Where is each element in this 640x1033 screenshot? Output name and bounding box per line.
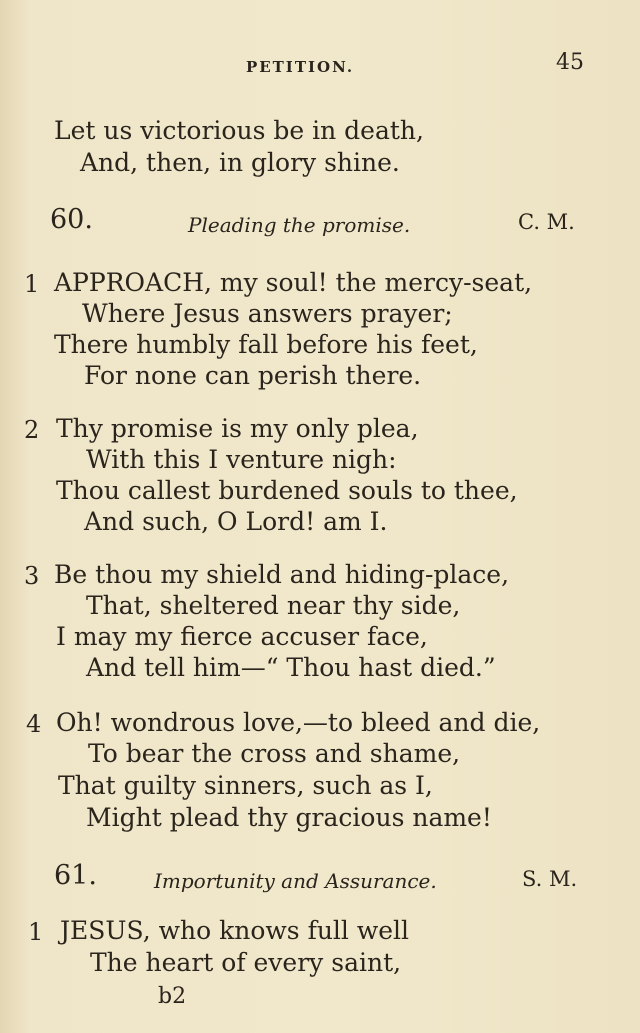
verse-line: Thy promise is my only plea, bbox=[56, 414, 419, 443]
hymn-title: Importunity and Assurance. bbox=[154, 869, 437, 893]
stanza-number: 3 bbox=[24, 562, 40, 590]
verse-line: For none can perish there. bbox=[84, 361, 422, 390]
verse-line: APPROACH, my soul! the mercy-seat, bbox=[54, 268, 533, 297]
stanza-number: 2 bbox=[24, 416, 40, 444]
verse-line: JESUS, who knows full well bbox=[60, 916, 410, 945]
stanza-number: 1 bbox=[24, 270, 40, 298]
verse-line: Thou callest burdened souls to thee, bbox=[56, 476, 518, 505]
stanza-number: 1 bbox=[28, 918, 44, 946]
verse-line: That, sheltered near thy side, bbox=[86, 591, 461, 620]
verse-line: To bear the cross and shame, bbox=[88, 739, 461, 768]
verse-line: And such, O Lord! am I. bbox=[84, 507, 388, 536]
verse-line: With this I venture nigh: bbox=[86, 445, 397, 474]
verse-line: Oh! wondrous love,—to bleed and die, bbox=[56, 708, 541, 737]
hymn-title: Pleading the promise. bbox=[188, 213, 411, 237]
verse-line: Let us victorious be in death, bbox=[54, 116, 424, 145]
verse-line: Where Jesus answers prayer; bbox=[82, 299, 453, 328]
verse-line: There humbly fall before his feet, bbox=[54, 330, 478, 359]
verse-line: And, then, in glory shine. bbox=[80, 148, 400, 177]
hymn-number: 61. bbox=[54, 860, 97, 891]
signature-mark: b2 bbox=[158, 984, 187, 1009]
verse-line: The heart of every saint, bbox=[90, 948, 402, 977]
verse-line: Might plead thy gracious name! bbox=[86, 803, 492, 832]
hymn-meter: C. M. bbox=[518, 210, 575, 234]
verse-line: Be thou my shield and hiding-place, bbox=[54, 560, 510, 589]
hymn-number: 60. bbox=[50, 204, 93, 235]
stanza-number: 4 bbox=[26, 710, 42, 738]
verse-line: That guilty sinners, such as I, bbox=[58, 771, 433, 800]
hymn-meter: S. M. bbox=[522, 867, 578, 891]
page-number: 45 bbox=[556, 50, 584, 75]
running-title: PETITION. bbox=[245, 58, 355, 76]
verse-line: And tell him—“ Thou hast died.” bbox=[86, 653, 496, 682]
verse-line: I may my fierce accuser face, bbox=[56, 622, 428, 651]
